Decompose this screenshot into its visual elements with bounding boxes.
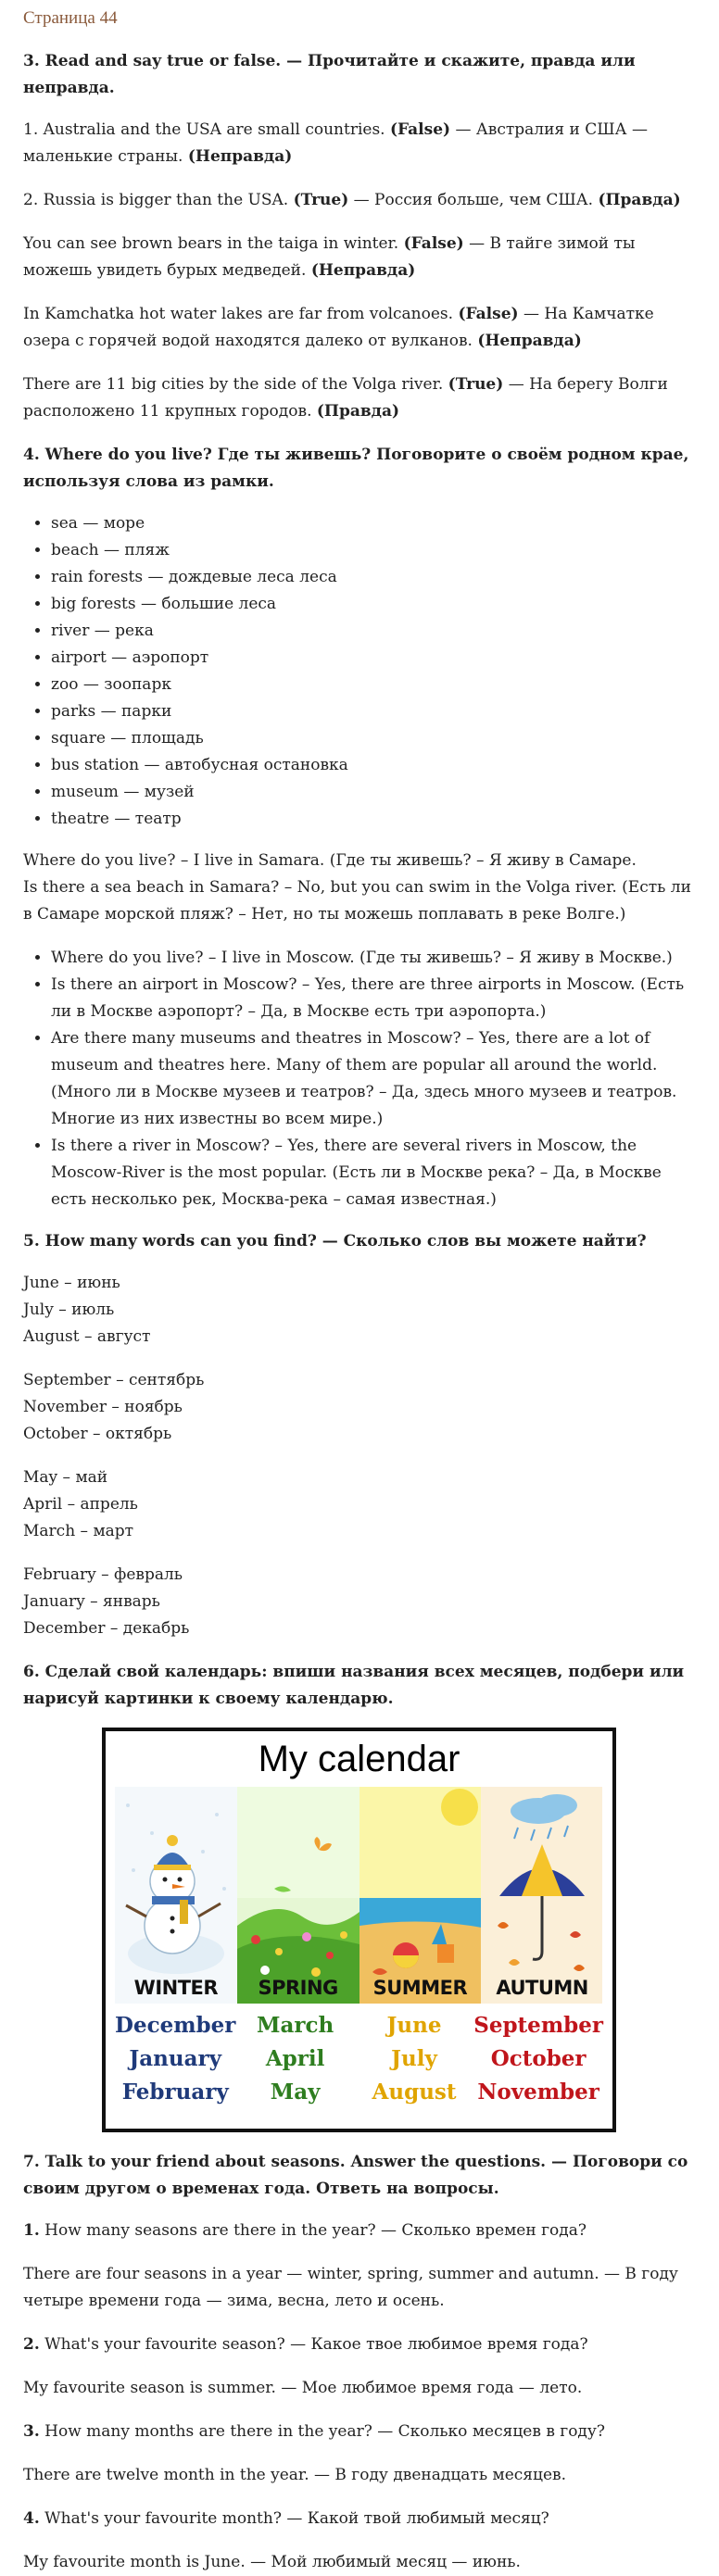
season-spring [237,1787,360,2004]
season-pictures [115,1787,603,2004]
question: 3. How many months are there in the year? — Сколько месяцев в году? [23,2422,606,2441]
dialogue-item: • Are there many museums and theatres in Moscow? – Yes, there are a lot of museum and theatres here. Many of them are popular all around the world. (Много ли в Москве музеев и театров? – Да, здесь много музеев и театров. Многие из них известны во всем мире.) [51,1025,696,1133]
true-false-item: 1. Australia and the USA are small countries. (False) — Австралия и США — маленькие страны. (Неправда) [23,120,648,166]
exercise-4-heading: 4. Where do you live? Где ты живешь? Поговорите о своём родном крае, используя слова из рамки. [23,446,689,491]
word-list-item: • big forests — большие леса [51,591,696,618]
answer: My favourite season is summer. — Мое любимое время года — лето. [23,2379,583,2397]
season-label: SUMMER [372,1977,468,1999]
month-groups [23,1270,696,1642]
month-item: November – ноябрь [23,1398,183,1416]
month-item: August – август [23,1327,151,1346]
answer: There are four seasons in a year — winter, spring, summer and autumn. — В году четыре времени года — зима, весна, лето и осень. [23,2265,678,2310]
month-item: June – июнь [23,1274,120,1292]
exercise-5-heading: 5. How many words can you find? — Сколько слов вы можете найти? [23,1232,647,1250]
true-false-item: There are 11 big cities by the side of the Volga river. (True) — На берегу Волги расположено 11 крупных городов. (Правда) [23,375,668,421]
calendar-month: June [386,2013,442,2038]
page-number: Страница 44 [23,8,118,28]
calendar-month: April [265,2046,325,2071]
calendar-title: My calendar [258,1739,460,1779]
month-item: January – январь [23,1592,160,1611]
word-list-item: • airport — аэропорт [51,645,696,672]
calendar-month: October [490,2046,587,2071]
month-item: July – июль [23,1301,115,1319]
spring-months [235,2009,354,2109]
month-group [23,1464,696,1545]
word-list-item: • parks — парки [51,698,696,725]
month-group [23,1562,696,1642]
month-group [23,1270,696,1351]
exercise-7-heading: 7. Talk to your friend about seasons. Answer the questions. — Поговори со своим другом о временах года. Ответь на вопросы. [23,2153,688,2198]
word-list-item: • theatre — театр [51,806,696,833]
calendar-month: September [473,2013,603,2038]
true-false-item: 2. Russia is bigger than the USA. (True) — Россия больше, чем США. (Правда) [23,191,681,209]
true-false-item: You can see brown bears in the taiga in winter. (False) — В тайге зимой ты можешь увидеть бурых медведей. (Неправда) [23,234,636,280]
beach-illustration [360,1787,482,2004]
snowman-illustration [115,1787,237,2004]
calendar-month: February [121,2080,229,2105]
exercise-3-heading: 3. Read and say true or false. — Прочитайте и скажите, правда или неправда. [23,52,636,97]
dialogue-item: • Is there a river in Moscow? – Yes, there are several rivers in Moscow, the Moscow-River is the most popular. (Есть ли в Москве река? – Да, в Москве есть несколько рек, Москва-река – самая известная.) [51,1133,696,1213]
example-dialogue: Where do you live? – I live in Samara. (Где ты живешь? – Я живу в Самаре. Is there a sea beach in Samara? – No, but you can swim in the Volga river. (Есть ли в Самаре морской пляж? – Нет, но ты можешь поплавать в реке Волге.) [23,851,691,924]
question: 2. What's your favourite season? — Какое твое любимое время года? [23,2335,588,2354]
dialogue-item: • Where do you live? – I live in Moscow. (Где ты живешь? – Я живу в Москве.) [51,945,696,972]
answer: There are twelve month in the year. — В году двенадцать месяцев. [23,2466,566,2484]
month-item: September – сентябрь [23,1371,205,1389]
calendar-month: May [270,2080,321,2105]
calendar-month: December [115,2013,236,2038]
question: 4. What's your favourite month? — Какой твой любимый месяц? [23,2509,549,2528]
word-list-item: • rain forests — дождевые леса леса [51,564,696,591]
calendar-month: March [256,2013,334,2038]
season-winter [115,1787,237,2004]
calendar-month: July [391,2046,437,2071]
month-item: April – апрель [23,1495,138,1514]
spring-meadow-illustration [237,1787,360,2004]
autumn-months [473,2009,603,2109]
season-label: AUTUMN [496,1977,588,1999]
month-item: December – декабрь [23,1619,190,1638]
question: 1. How many seasons are there in the year? — Сколько времен года? [23,2221,587,2240]
question-answer-list [23,2218,696,2576]
summer-months [355,2009,473,2109]
season-label: SPRING [258,1977,338,1999]
season-autumn [481,1787,603,2004]
exercise-6-heading: 6. Сделай свой календарь: впиши названия всех месяцев, подбери или нарисуй картинки к своему календарю. [23,1663,685,1708]
word-list-item: • square — площадь [51,725,696,752]
calendar-month: November [477,2080,599,2105]
umbrella-rain-illustration [481,1787,602,2004]
word-list-item: • river — река [51,618,696,645]
word-list-item: • museum — музей [51,779,696,806]
season-summer [360,1787,482,2004]
word-list-item: • bus station — автобусная остановка [51,752,696,779]
season-label: WINTER [133,1977,219,1999]
answer: My favourite month is June. — Мой любимый месяц — июнь. [23,2553,521,2571]
month-item: March – март [23,1522,134,1540]
calendar-months [115,2009,603,2109]
month-group [23,1367,696,1448]
word-list-item: • sea — море [51,510,696,537]
calendar-month: August [372,2080,457,2105]
month-item: February – февраль [23,1565,183,1584]
month-item: October – октябрь [23,1425,172,1443]
dialogue-item: • Is there an airport in Moscow? – Yes, there are three airports in Moscow. (Есть ли в Москве аэропорт? – Да, в Москве есть три аэропорта.) [51,972,696,1025]
word-list-item: • beach — пляж [51,537,696,564]
calendar-month: January [129,2046,221,2071]
word-list [23,510,696,833]
exercise-3-items [23,117,696,425]
calendar [102,1728,616,2132]
month-item: May – май [23,1468,108,1487]
dialogue-list [23,945,696,1213]
word-list-item: • zoo — зоопарк [51,672,696,698]
true-false-item: In Kamchatka hot water lakes are far from volcanoes. (False) — На Камчатке озера с горячей водой находятся далеко от вулканов. (Неправда) [23,305,654,350]
calendar-figure [102,1728,696,2132]
winter-months [115,2009,235,2109]
